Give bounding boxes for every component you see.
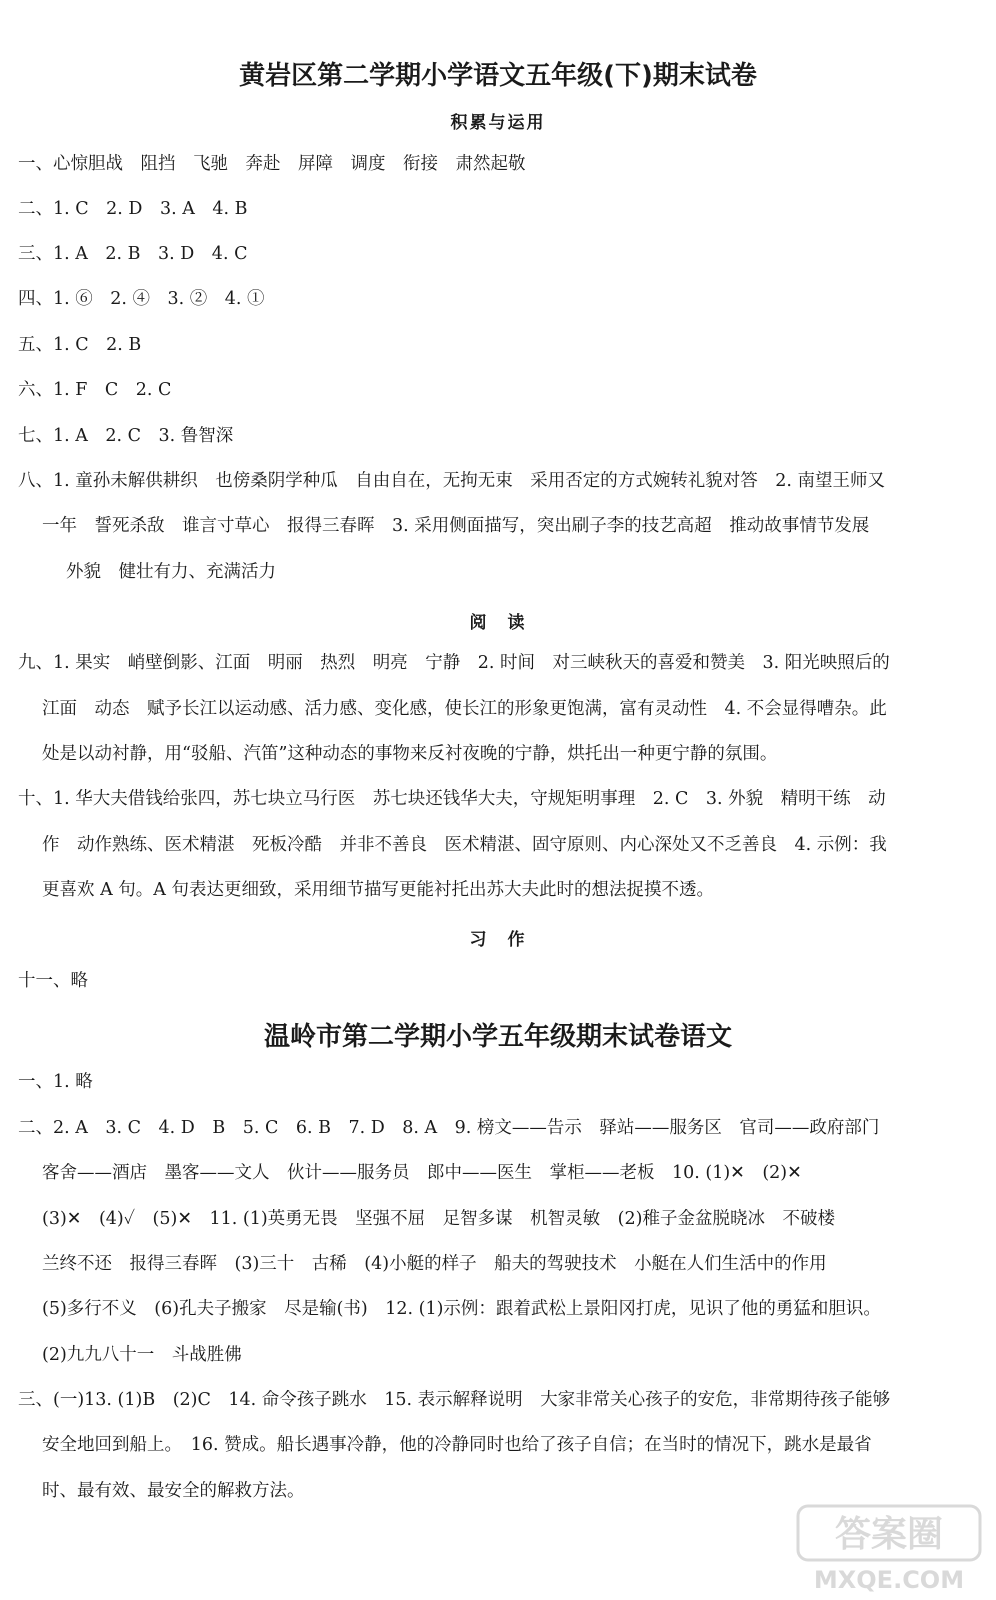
answer-line: 八、1. 童孙未解供耕织 也傍桑阴学种瓜 自由自在，无拘无束 采用否定的方式婉转礼貌对答 2. 南望王师又 (18, 471, 886, 491)
answer-line: 九、1. 果实 峭壁倒影、江面 明丽 热烈 明亮 宁静 2. 时间 对三峡秋天的喜爱和赞美 3. 阳光映照后的 (18, 653, 890, 673)
answer-line: 四、1. ⑥ 2. ④ 3. ② 4. ① (18, 289, 265, 309)
answer-line: 五、1. C 2. B (18, 335, 142, 355)
answer-line: (3)✕ (4)✓ (5)✕ 11. (1)英勇无畏 坚强不屈 足智多谋 机智灵敏 (2)稚子金盆脱晓冰 不破楼 (42, 1209, 835, 1229)
watermark-url: MXQE.COM (813, 1566, 965, 1594)
answer-line: (2)九九八十一 斗战胜佛 (42, 1345, 242, 1365)
answer-line: 兰终不还 报得三春晖 (3)三十 古稀 (4)小艇的样子 船夫的驾驶技术 小艇在人们生活中的作用 (42, 1254, 827, 1274)
watermark-logo-text: 答案圈 (834, 1514, 944, 1555)
answer-line: 十、1. 华大夫借钱给张四，苏七块立马行医 苏七块还钱华大夫，守规矩明事理 2. C 3. 外貌 精明干练 动 (18, 789, 886, 809)
section-reading: 阅 读 (469, 613, 527, 633)
watermark-logo (794, 1502, 984, 1594)
answer-line: 外貌 健壮有力、充满活力 (66, 562, 276, 582)
doc1-title: 黄岩区第二学期小学语文五年级(下)期末试卷 (239, 61, 757, 91)
section-writing: 习 作 (469, 930, 527, 950)
answer-line: 二、1. C 2. D 3. A 4. B (18, 199, 248, 219)
answer-line: 七、1. A 2. C 3. 鲁智深 (18, 426, 234, 446)
answer-line: 一年 誓死杀敌 谁言寸草心 报得三春晖 3. 采用侧面描写，突出刷子李的技艺高超 推动故事情节发展 (42, 516, 870, 536)
answer-line: (5)多行不义 (6)孔夫子搬家 尽是输(书) 12. (1)示例：跟着武松上景阳冈打虎，见识了他的勇猛和胆识。 (42, 1299, 881, 1319)
answer-line: 三、(一)13. (1)B (2)C 14. 命令孩子跳水 15. 表示解释说明 大家非常关心孩子的安危，非常期待孩子能够 (18, 1390, 891, 1410)
answer-line: 客舍——酒店 墨客——文人 伙计——服务员 郎中——医生 掌柜——老板 10. (1)✕ (2)✕ (42, 1163, 802, 1183)
answer-line: 安全地回到船上。 16. 赞成。船长遇事冷静，他的冷静同时也给了孩子自信；在当时的情况下，跳水是最省 (42, 1435, 872, 1455)
answer-line: 六、1. F C 2. C (18, 380, 172, 400)
answer-line: 一、1. 略 (18, 1072, 93, 1092)
doc2-title: 温岭市第二学期小学五年级期末试卷语文 (263, 1022, 732, 1052)
answer-line: 江面 动态 赋予长江以运动感、活力感、变化感，使长江的形象更饱满，富有灵动性 4. 不会显得嘈杂。此 (42, 699, 887, 719)
section-accumulation: 积累与运用 (450, 113, 546, 133)
answer-line: 二、2. A 3. C 4. D B 5. C 6. B 7. D 8. A 9. 榜文——告示 驿站——服务区 官司——政府部门 (18, 1118, 880, 1138)
answer-line: 时、最有效、最安全的解救方法。 (42, 1481, 305, 1501)
answer-line: 处是以动衬静，用“驳船、汽笛”这种动态的事物来反衬夜晚的宁静，烘托出一种更宁静的氛围。 (42, 744, 778, 764)
answer-line: 一、心惊胆战 阻挡 飞驰 奔赴 屏障 调度 衔接 肃然起敬 (18, 154, 526, 174)
answer-line: 作 动作熟练、医术精湛 死板冷酷 并非不善良 医术精湛、固守原则、内心深处又不乏善良 4. 示例：我 (42, 835, 887, 855)
answer-line: 更喜欢 A 句。A 句表达更细致，采用细节描写更能衬托出苏大夫此时的想法捉摸不透。 (42, 880, 714, 900)
answer-line: 十一、略 (18, 971, 88, 991)
answer-line: 三、1. A 2. B 3. D 4. C (18, 244, 248, 264)
